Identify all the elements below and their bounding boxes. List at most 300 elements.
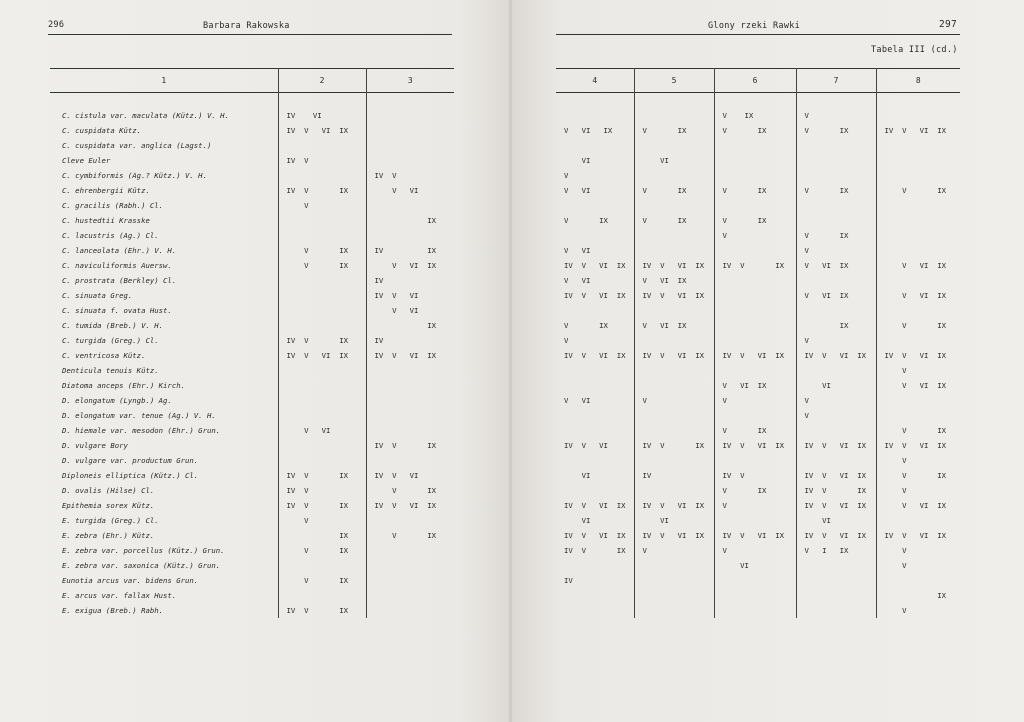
occurrence-col-6: V IX bbox=[714, 423, 796, 438]
species-name: D. vulgare Bory bbox=[62, 441, 128, 450]
occurrence-col-7: V IX bbox=[796, 123, 876, 138]
table-row bbox=[556, 213, 960, 228]
occurrence-col-4 bbox=[556, 453, 634, 468]
occurrence-col-2: IV V IX bbox=[278, 468, 366, 483]
occurrence-col-2: V IX bbox=[278, 543, 366, 558]
occurrence-col-3: V VI bbox=[366, 303, 454, 318]
occurrence-col-6: IV V bbox=[714, 468, 796, 483]
species-name: D. ovalis (Hilse) Cl. bbox=[62, 486, 155, 495]
occurrence-col-8: V bbox=[876, 363, 960, 378]
occurrence-col-8: V bbox=[876, 483, 960, 498]
occurrence-col-2: IV V IX bbox=[278, 603, 366, 618]
occurrence-col-6 bbox=[714, 288, 796, 303]
occurrence-col-5 bbox=[634, 168, 714, 183]
occurrence-col-6 bbox=[714, 588, 796, 603]
occurrence-col-8 bbox=[876, 573, 960, 588]
table-row bbox=[50, 138, 454, 153]
occurrence-col-2 bbox=[278, 228, 366, 243]
species-name: C. sinuata f. ovata Hust. bbox=[62, 306, 172, 315]
occurrence-col-8 bbox=[876, 168, 960, 183]
occurrence-col-5: VI bbox=[634, 513, 714, 528]
occurrence-col-8: V bbox=[876, 603, 960, 618]
occurrence-col-6: VI bbox=[714, 558, 796, 573]
occurrence-col-6 bbox=[714, 363, 796, 378]
occurrence-col-4 bbox=[556, 483, 634, 498]
occurrence-col-2 bbox=[278, 453, 366, 468]
occurrence-col-6 bbox=[714, 138, 796, 153]
occurrence-col-3 bbox=[366, 423, 454, 438]
occurrence-col-8 bbox=[876, 138, 960, 153]
species-name: E. exigua (Breb.) Rabh. bbox=[62, 606, 164, 615]
occurrence-col-6 bbox=[714, 408, 796, 423]
occurrence-col-6 bbox=[714, 573, 796, 588]
occurrence-col-7 bbox=[796, 153, 876, 168]
occurrence-col-2 bbox=[278, 288, 366, 303]
occurrence-col-7: V IX bbox=[796, 183, 876, 198]
col-header-2: 2 bbox=[278, 69, 366, 93]
occurrence-col-3: V VI IX bbox=[366, 258, 454, 273]
occurrence-col-8: V bbox=[876, 453, 960, 468]
occurrence-col-5 bbox=[634, 333, 714, 348]
occurrence-col-7 bbox=[796, 198, 876, 213]
occurrence-col-3: V IX bbox=[366, 528, 454, 543]
occurrence-col-7: V bbox=[796, 108, 876, 123]
occurrence-col-3 bbox=[366, 138, 454, 153]
table-row bbox=[556, 153, 960, 168]
occurrence-col-7 bbox=[796, 423, 876, 438]
occurrence-col-7: VI bbox=[796, 378, 876, 393]
occurrence-col-5 bbox=[634, 243, 714, 258]
occurrence-col-4: V IX bbox=[564, 216, 608, 225]
species-name: Cleve Euler bbox=[62, 156, 111, 165]
occurrence-col-4 bbox=[556, 378, 634, 393]
occurrence-col-8 bbox=[876, 333, 960, 348]
table-row bbox=[50, 513, 454, 528]
occurrence-col-7: IX bbox=[796, 318, 876, 333]
species-name: C. hustedtii Krasske bbox=[62, 216, 150, 225]
table-row bbox=[50, 528, 454, 543]
occurrence-col-8: V VI IX bbox=[876, 378, 960, 393]
page-number-right: 297 bbox=[939, 19, 958, 30]
occurrence-col-6: V bbox=[714, 393, 796, 408]
occurrence-col-6: V IX bbox=[714, 183, 796, 198]
occurrence-col-6: V bbox=[714, 228, 796, 243]
occurrence-col-6 bbox=[714, 513, 796, 528]
occurrence-col-2 bbox=[278, 213, 366, 228]
occurrence-col-3: V IX bbox=[366, 483, 454, 498]
table-row bbox=[556, 558, 960, 573]
occurrence-col-3: IV bbox=[366, 333, 454, 348]
occurrence-col-4: IV V VI IX bbox=[564, 531, 626, 540]
occurrence-col-8: V VI IX bbox=[876, 288, 960, 303]
occurrence-col-2: IV V IX bbox=[278, 333, 366, 348]
occurrence-col-4 bbox=[556, 603, 634, 618]
occurrence-col-2: IV V bbox=[278, 483, 366, 498]
occurrence-col-8: V VI IX bbox=[876, 258, 960, 273]
occurrence-col-4 bbox=[556, 138, 634, 153]
occurrence-col-3: IV V VI bbox=[366, 468, 454, 483]
occurrence-col-8: IV V VI IX bbox=[876, 348, 960, 363]
occurrence-col-7: V IX bbox=[796, 228, 876, 243]
occurrence-col-2 bbox=[278, 558, 366, 573]
table-row bbox=[50, 228, 454, 243]
page-number-left: 296 bbox=[48, 20, 65, 30]
occurrence-col-7 bbox=[796, 138, 876, 153]
occurrence-col-6: V IX bbox=[714, 213, 796, 228]
occurrence-col-6: IV V VI IX bbox=[714, 528, 796, 543]
occurrence-col-4: V VI bbox=[564, 246, 591, 255]
occurrence-col-3 bbox=[366, 453, 454, 468]
species-name: E. zebra var. porcellus (Kütz.) Grun. bbox=[62, 546, 225, 555]
occurrence-col-5 bbox=[634, 363, 714, 378]
occurrence-col-2: IV V IX bbox=[278, 183, 366, 198]
occurrence-col-8 bbox=[876, 393, 960, 408]
occurrence-col-3 bbox=[366, 603, 454, 618]
occurrence-col-5: IV V VI IX bbox=[634, 348, 714, 363]
occurrence-col-4 bbox=[556, 228, 634, 243]
occurrence-col-3 bbox=[366, 123, 454, 138]
occurrence-col-3 bbox=[366, 558, 454, 573]
occurrence-col-3: IX bbox=[366, 213, 454, 228]
occurrence-col-7: VI bbox=[796, 513, 876, 528]
occurrence-col-3 bbox=[366, 378, 454, 393]
occurrence-col-2: V bbox=[278, 198, 366, 213]
table-row bbox=[556, 513, 960, 528]
occurrence-col-8: V IX bbox=[876, 423, 960, 438]
occurrence-col-4: IV V VI IX bbox=[564, 351, 626, 360]
occurrence-col-5 bbox=[634, 603, 714, 618]
occurrence-col-3: V VI bbox=[366, 183, 454, 198]
occurrence-col-4 bbox=[556, 423, 634, 438]
table-row bbox=[50, 213, 454, 228]
table-row bbox=[50, 453, 454, 468]
species-name: C. naviculiformis Auersw. bbox=[62, 261, 172, 270]
table-row bbox=[556, 198, 960, 213]
occurrence-col-5 bbox=[634, 138, 714, 153]
table-row bbox=[50, 498, 454, 513]
table-row bbox=[50, 543, 454, 558]
occurrence-col-4: IV V VI bbox=[564, 441, 608, 450]
occurrence-col-5: V bbox=[634, 393, 714, 408]
table-row bbox=[556, 588, 960, 603]
occurrence-col-4: IV V IX bbox=[564, 546, 626, 555]
occurrence-col-4: IV bbox=[564, 576, 573, 585]
table-row bbox=[50, 423, 454, 438]
occurrence-col-6 bbox=[714, 603, 796, 618]
running-title: Glony rzeki Rawki bbox=[708, 21, 801, 31]
occurrence-col-7: IV V VI IX bbox=[796, 468, 876, 483]
table-row bbox=[556, 483, 960, 498]
species-table-right bbox=[556, 68, 960, 618]
species-name: E. turgida (Greg.) Cl. bbox=[62, 516, 159, 525]
occurrence-col-5: IV V VI IX bbox=[634, 288, 714, 303]
species-name: D. vulgare var. productum Grun. bbox=[62, 456, 199, 465]
table-row bbox=[50, 273, 454, 288]
occurrence-col-6: V bbox=[714, 498, 796, 513]
occurrence-col-4: V VI IX bbox=[564, 126, 613, 135]
table-row bbox=[50, 438, 454, 453]
species-name: C. cymbiformis (Ag.? Kütz.) V. H. bbox=[62, 171, 207, 180]
occurrence-col-7 bbox=[796, 303, 876, 318]
occurrence-col-5: IV V IX bbox=[634, 438, 714, 453]
occurrence-col-6 bbox=[714, 198, 796, 213]
occurrence-col-6: V VI IX bbox=[714, 378, 796, 393]
occurrence-col-5: V VI IX bbox=[634, 318, 714, 333]
table-row bbox=[50, 183, 454, 198]
species-name: C. tumida (Breb.) V. H. bbox=[62, 321, 164, 330]
col-header-3: 3 bbox=[366, 69, 454, 93]
occurrence-col-2 bbox=[278, 588, 366, 603]
species-table-left bbox=[50, 68, 454, 618]
species-name: C. lanceolata (Ehr.) V. H. bbox=[62, 246, 177, 255]
table-row bbox=[556, 318, 960, 333]
occurrence-col-3 bbox=[366, 573, 454, 588]
table-row bbox=[556, 348, 960, 363]
occurrence-col-7 bbox=[796, 588, 876, 603]
occurrence-col-7: V bbox=[796, 408, 876, 423]
table-row bbox=[556, 273, 960, 288]
occurrence-col-7 bbox=[796, 363, 876, 378]
occurrence-col-4 bbox=[556, 588, 634, 603]
species-name: C. gracilis (Rabh.) Cl. bbox=[62, 201, 164, 210]
occurrence-col-6 bbox=[714, 333, 796, 348]
table-row bbox=[50, 378, 454, 393]
species-name: C. prostrata (Berkley) Cl. bbox=[62, 276, 177, 285]
occurrence-col-8 bbox=[876, 153, 960, 168]
table-caption: Tabela III (cd.) bbox=[871, 45, 958, 55]
occurrence-col-3: IV V VI IX bbox=[366, 498, 454, 513]
table-row bbox=[50, 468, 454, 483]
species-name: E. zebra (Ehr.) Kütz. bbox=[62, 531, 155, 540]
occurrence-col-6 bbox=[714, 243, 796, 258]
occurrence-col-3: IV V bbox=[366, 168, 454, 183]
species-name: D. hiemale var. mesodon (Ehr.) Grun. bbox=[62, 426, 221, 435]
occurrence-col-6: IV V IX bbox=[714, 258, 796, 273]
occurrence-col-6: V bbox=[714, 543, 796, 558]
occurrence-col-5 bbox=[634, 108, 714, 123]
species-name: C. lacustris (Ag.) Cl. bbox=[62, 231, 159, 240]
occurrence-col-5: IV V VI IX bbox=[634, 258, 714, 273]
col-header-5: 5 bbox=[634, 69, 714, 93]
table-row bbox=[50, 483, 454, 498]
occurrence-col-8: V bbox=[876, 543, 960, 558]
occurrence-col-3 bbox=[366, 363, 454, 378]
occurrence-col-5 bbox=[634, 558, 714, 573]
occurrence-col-2 bbox=[278, 303, 366, 318]
occurrence-col-6 bbox=[714, 153, 796, 168]
occurrence-col-6 bbox=[714, 273, 796, 288]
occurrence-col-5 bbox=[634, 483, 714, 498]
occurrence-col-8 bbox=[876, 513, 960, 528]
header-rule-left bbox=[48, 34, 452, 35]
occurrence-col-6: V IX bbox=[714, 108, 796, 123]
col-header-4: 4 bbox=[592, 76, 598, 85]
occurrence-col-3 bbox=[366, 153, 454, 168]
table-row bbox=[556, 168, 960, 183]
occurrence-col-5: V IX bbox=[634, 183, 714, 198]
occurrence-col-7: IV V IX bbox=[796, 483, 876, 498]
occurrence-col-7 bbox=[796, 603, 876, 618]
table-row bbox=[556, 573, 960, 588]
occurrence-col-2 bbox=[278, 363, 366, 378]
occurrence-col-3 bbox=[366, 588, 454, 603]
occurrence-col-7 bbox=[796, 573, 876, 588]
occurrence-col-8: IV V VI IX bbox=[876, 123, 960, 138]
table-row bbox=[556, 468, 960, 483]
occurrence-col-7: V VI IX bbox=[796, 288, 876, 303]
occurrence-col-7 bbox=[796, 273, 876, 288]
occurrence-col-4: V VI bbox=[564, 276, 591, 285]
occurrence-col-3: IV bbox=[366, 273, 454, 288]
occurrence-col-2 bbox=[278, 378, 366, 393]
table-row bbox=[50, 318, 454, 333]
table-row bbox=[556, 393, 960, 408]
occurrence-col-6: V IX bbox=[714, 483, 796, 498]
occurrence-col-5: IV V VI IX bbox=[634, 498, 714, 513]
occurrence-col-7: V I IX bbox=[796, 543, 876, 558]
col-header-7: 7 bbox=[796, 69, 876, 93]
occurrence-col-8: V IX bbox=[876, 468, 960, 483]
occurrence-col-4: V VI bbox=[564, 396, 591, 405]
species-name: C. cuspidata Kütz. bbox=[62, 126, 142, 135]
occurrence-col-7 bbox=[796, 453, 876, 468]
occurrence-col-5: V IX bbox=[634, 123, 714, 138]
occurrence-col-4: V bbox=[564, 171, 569, 180]
occurrence-col-3: IV IX bbox=[366, 243, 454, 258]
occurrence-col-7 bbox=[796, 213, 876, 228]
occurrence-col-6: IV V VI IX bbox=[714, 348, 796, 363]
table-row bbox=[556, 498, 960, 513]
occurrence-col-7: V bbox=[796, 243, 876, 258]
occurrence-col-6 bbox=[714, 303, 796, 318]
species-name: Diploneis elliptica (Kütz.) Cl. bbox=[62, 471, 199, 480]
occurrence-col-2 bbox=[278, 408, 366, 423]
table-row bbox=[50, 363, 454, 378]
occurrence-col-8: IV V VI IX bbox=[876, 528, 960, 543]
occurrence-col-5: V VI IX bbox=[634, 273, 714, 288]
table-row bbox=[556, 378, 960, 393]
table-row bbox=[50, 393, 454, 408]
table-row bbox=[50, 108, 454, 123]
species-name: E. arcus var. fallax Hust. bbox=[62, 591, 177, 600]
occurrence-col-4: V VI bbox=[564, 186, 591, 195]
occurrence-col-3 bbox=[366, 393, 454, 408]
occurrence-col-2: IV VI bbox=[278, 108, 366, 123]
occurrence-col-4 bbox=[556, 558, 634, 573]
col-header-8: 8 bbox=[876, 69, 960, 93]
occurrence-col-8: IV V VI IX bbox=[876, 438, 960, 453]
occurrence-col-5 bbox=[634, 423, 714, 438]
occurrence-col-4: VI bbox=[564, 471, 591, 480]
table-row bbox=[556, 603, 960, 618]
occurrence-col-3: IV V IX bbox=[366, 438, 454, 453]
occurrence-col-5 bbox=[634, 573, 714, 588]
occurrence-col-5 bbox=[634, 303, 714, 318]
table-row bbox=[556, 543, 960, 558]
occurrence-col-4 bbox=[556, 108, 634, 123]
header-rule-right bbox=[556, 34, 960, 35]
occurrence-col-3: IV V VI IX bbox=[366, 348, 454, 363]
table-row bbox=[556, 243, 960, 258]
occurrence-col-2: IV V VI IX bbox=[278, 123, 366, 138]
occurrence-col-3 bbox=[366, 228, 454, 243]
occurrence-col-4: VI bbox=[564, 516, 591, 525]
table-row bbox=[50, 243, 454, 258]
occurrence-col-7: V bbox=[796, 333, 876, 348]
occurrence-col-4: VI bbox=[564, 156, 591, 165]
table-row bbox=[50, 123, 454, 138]
occurrence-col-4 bbox=[556, 303, 634, 318]
col-header-6: 6 bbox=[714, 69, 796, 93]
species-name: Diatoma anceps (Ehr.) Kirch. bbox=[62, 381, 186, 390]
occurrence-col-3 bbox=[366, 198, 454, 213]
table-row bbox=[556, 333, 960, 348]
species-name: Epithemia sorex Kütz. bbox=[62, 501, 155, 510]
occurrence-col-4: IV V VI IX bbox=[564, 501, 626, 510]
table-row bbox=[556, 423, 960, 438]
table-row bbox=[556, 228, 960, 243]
occurrence-col-5 bbox=[634, 408, 714, 423]
table-row bbox=[556, 138, 960, 153]
occurrence-col-8 bbox=[876, 198, 960, 213]
occurrence-col-6 bbox=[714, 453, 796, 468]
occurrence-col-5: IV V VI IX bbox=[634, 528, 714, 543]
occurrence-col-3 bbox=[366, 543, 454, 558]
occurrence-col-7: IV V VI IX bbox=[796, 528, 876, 543]
species-name: C. ventricosa Kütz. bbox=[62, 351, 146, 360]
table-row bbox=[50, 588, 454, 603]
species-name: C. turgida (Greg.) Cl. bbox=[62, 336, 159, 345]
occurrence-col-8: V bbox=[876, 558, 960, 573]
col-header-1: 1 bbox=[161, 76, 167, 85]
table-row bbox=[556, 183, 960, 198]
occurrence-col-8: V IX bbox=[876, 183, 960, 198]
table-row bbox=[556, 528, 960, 543]
species-name: E. zebra var. saxonica (Kütz.) Grun. bbox=[62, 561, 221, 570]
occurrence-col-2 bbox=[278, 168, 366, 183]
occurrence-col-8 bbox=[876, 228, 960, 243]
running-author: Barbara Rakowska bbox=[203, 21, 290, 31]
occurrence-col-3: IX bbox=[366, 318, 454, 333]
occurrence-col-5: V IX bbox=[634, 213, 714, 228]
occurrence-col-8 bbox=[876, 108, 960, 123]
table-row bbox=[50, 288, 454, 303]
occurrence-col-7: IV V VI IX bbox=[796, 348, 876, 363]
occurrence-col-2: V VI bbox=[278, 423, 366, 438]
occurrence-col-2 bbox=[278, 138, 366, 153]
table-row bbox=[50, 153, 454, 168]
occurrence-col-2 bbox=[278, 318, 366, 333]
occurrence-col-4 bbox=[556, 363, 634, 378]
species-name: Eunotia arcus var. bidens Grun. bbox=[62, 576, 199, 585]
occurrence-col-8: V VI IX bbox=[876, 498, 960, 513]
occurrence-col-5 bbox=[634, 588, 714, 603]
species-name: D. elongatum var. tenue (Ag.) V. H. bbox=[62, 411, 216, 420]
species-name: Denticula tenuis Kütz. bbox=[62, 366, 159, 375]
table-row bbox=[50, 603, 454, 618]
occurrence-col-8 bbox=[876, 303, 960, 318]
occurrence-col-2: V bbox=[278, 513, 366, 528]
occurrence-col-4 bbox=[556, 408, 634, 423]
right-page bbox=[512, 0, 1024, 722]
species-name: C. cuspidata var. anglica (Lagst.) bbox=[62, 141, 212, 150]
occurrence-col-2 bbox=[278, 438, 366, 453]
occurrence-col-7: V bbox=[796, 393, 876, 408]
occurrence-col-6 bbox=[714, 318, 796, 333]
occurrence-col-8: V IX bbox=[876, 318, 960, 333]
occurrence-col-6 bbox=[714, 168, 796, 183]
occurrence-col-4: V bbox=[564, 336, 569, 345]
